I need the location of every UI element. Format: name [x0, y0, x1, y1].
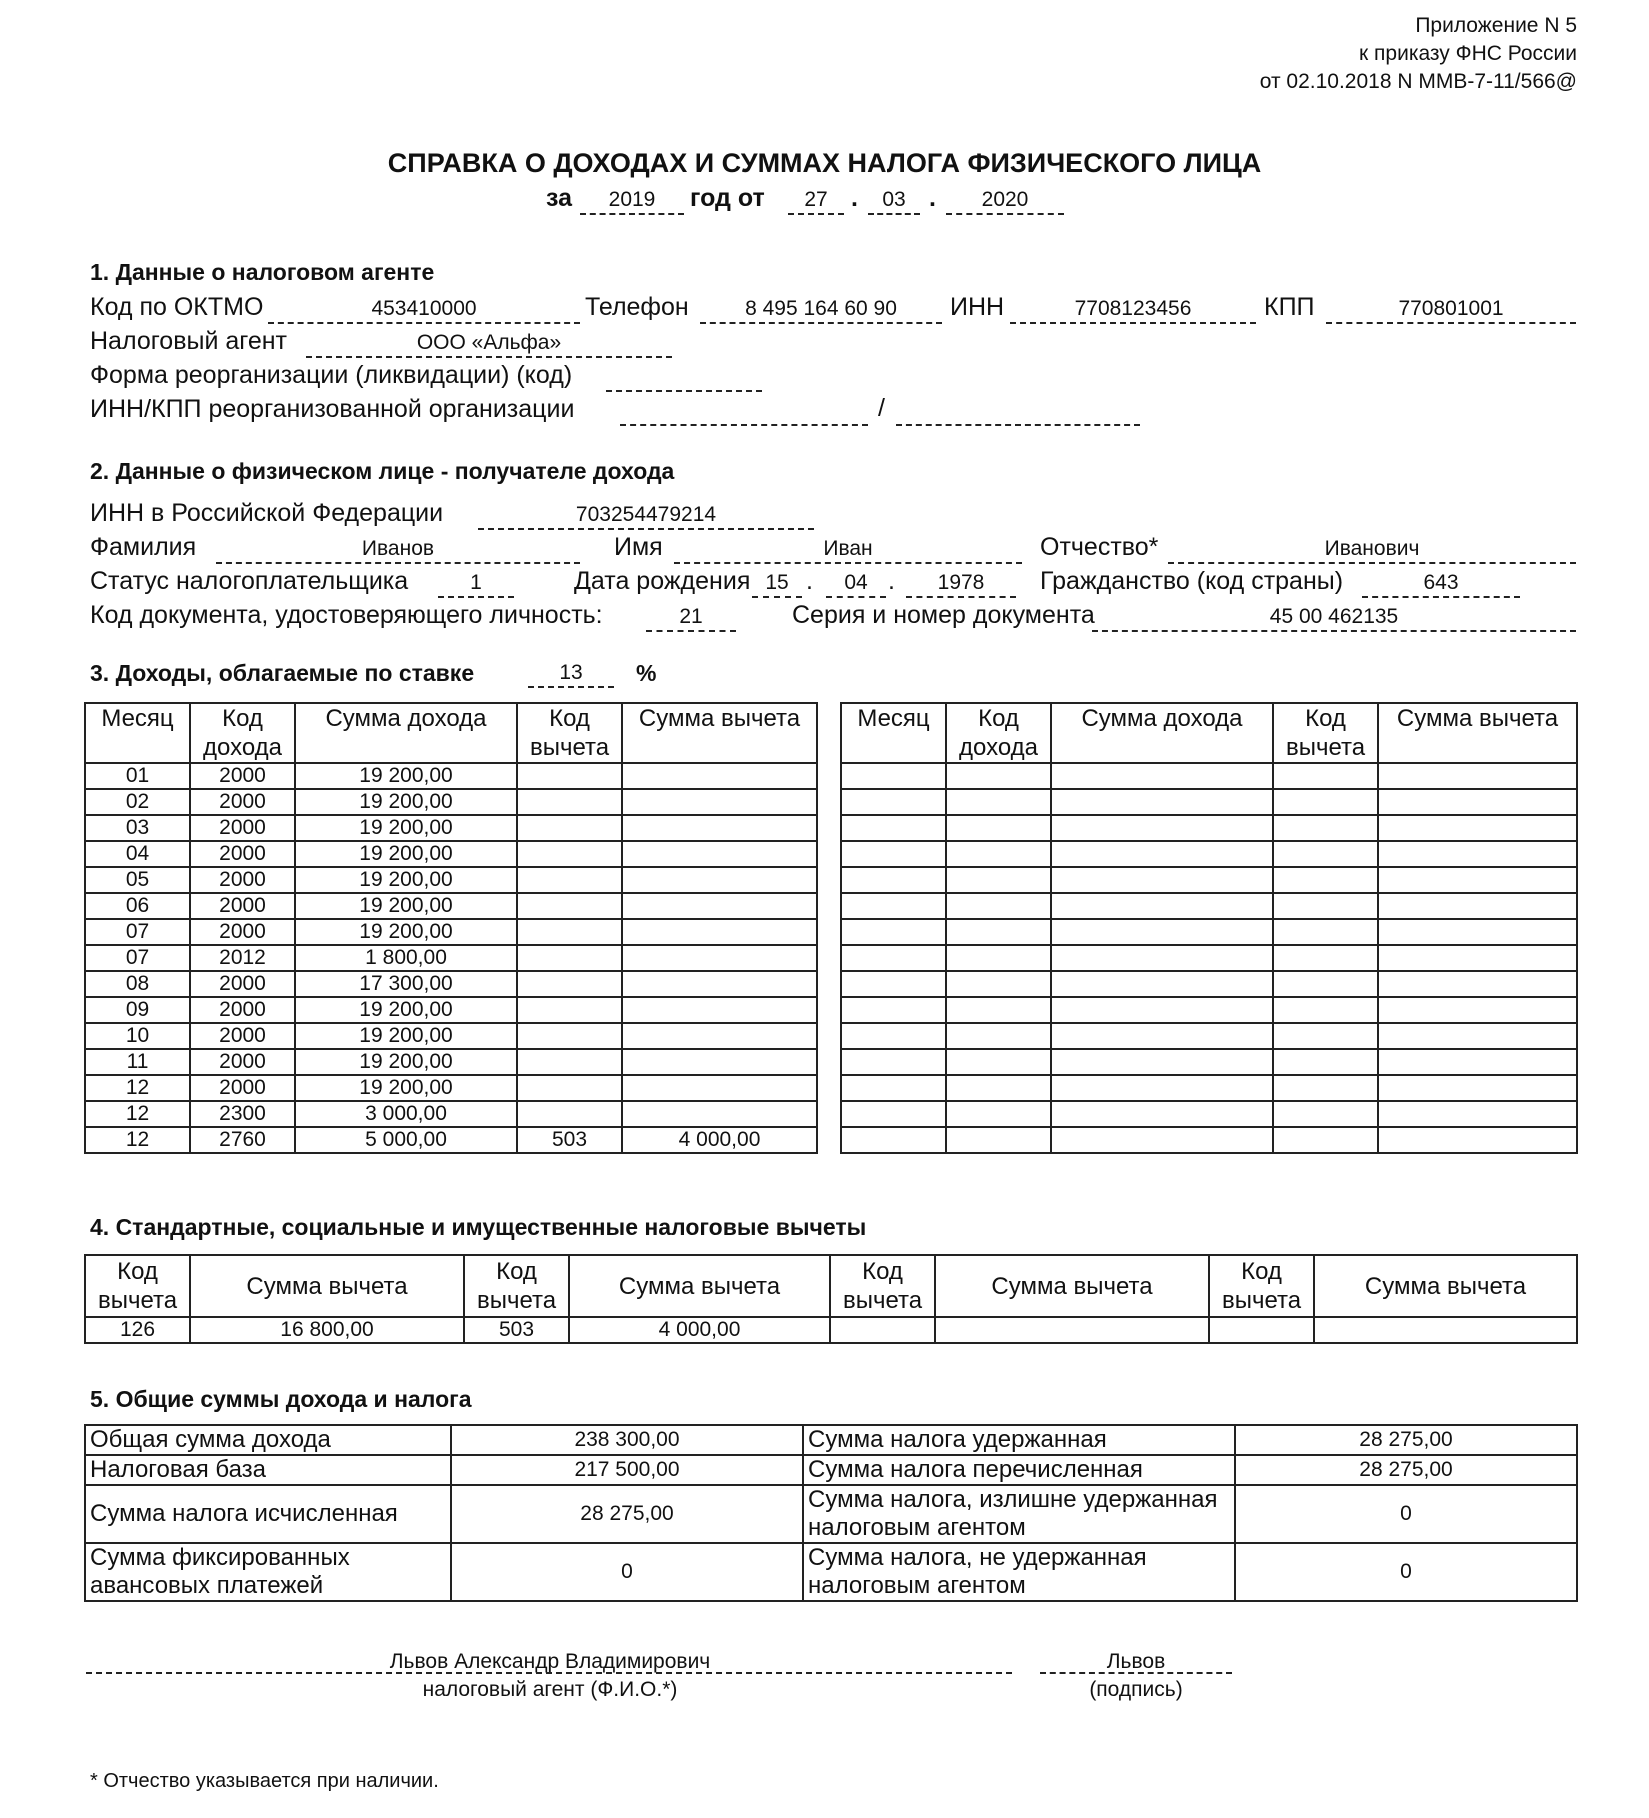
deduction-code-cell — [830, 1317, 935, 1343]
income-income-code-cell — [946, 867, 1051, 893]
totals-left-value: 238 300,00 — [451, 1425, 803, 1455]
deduction-code-cell: 503 — [464, 1317, 569, 1343]
income-income-code-cell — [946, 997, 1051, 1023]
reorg-form-field[interactable] — [606, 364, 762, 392]
birth-month-field[interactable]: 04 — [826, 570, 886, 598]
income-month-cell: 07 — [85, 945, 190, 971]
deduction-code-cell: 126 — [85, 1317, 190, 1343]
income-month-cell: 12 — [85, 1075, 190, 1101]
birth-date-label: Дата рождения — [574, 567, 751, 595]
income-month-cell — [841, 789, 946, 815]
deduction-code-header: Код вычета — [1209, 1255, 1314, 1317]
document-title: СПРАВКА О ДОХОДАХ И СУММАХ НАЛОГА ФИЗИЧЕСКОГО ЛИЦА — [387, 148, 1262, 178]
doc-month-field[interactable]: 03 — [868, 187, 920, 215]
income-deduction-code-cell — [1273, 1101, 1378, 1127]
table-row — [85, 867, 817, 893]
income-deduction-code-cell — [1273, 815, 1378, 841]
income-deduction-code-cell — [1273, 1023, 1378, 1049]
income-income-code-cell: 2000 — [190, 919, 295, 945]
totals-right-label: Сумма налога удержанная — [803, 1425, 1235, 1455]
income-deduction-code-cell — [517, 919, 622, 945]
table-row — [85, 1023, 817, 1049]
income-deduction-sum-cell — [1378, 815, 1577, 841]
deduction-sum-cell: 16 800,00 — [190, 1317, 464, 1343]
period-dot-2: . — [929, 184, 936, 212]
income-income-code-cell: 2000 — [190, 1049, 295, 1075]
income-income-code-cell — [946, 1127, 1051, 1153]
income-income-sum-cell — [1051, 1049, 1273, 1075]
income-deduction-sum-cell — [1378, 919, 1577, 945]
signature-caption: (подпись) — [1089, 1678, 1183, 1701]
income-deduction-sum-cell — [622, 789, 817, 815]
income-income-sum-cell: 19 200,00 — [295, 997, 517, 1023]
income-deduction-sum-cell — [622, 997, 817, 1023]
income-month-cell — [841, 1049, 946, 1075]
report-year-field[interactable]: 2019 — [580, 187, 684, 215]
income-deduction-code-cell — [517, 815, 622, 841]
income-deduction-sum-cell — [622, 867, 817, 893]
table-row — [841, 1049, 1577, 1075]
totals-left-label: Сумма налога исчисленная — [85, 1485, 451, 1543]
income-income-code-cell — [946, 1075, 1051, 1101]
income-income-code-cell: 2300 — [190, 1101, 295, 1127]
person-inn-field[interactable]: 703254479214 — [478, 502, 814, 530]
period-dot-1: . — [851, 184, 858, 212]
income-deduction-code-cell — [1273, 997, 1378, 1023]
agent-inn-label: ИНН — [950, 293, 1005, 321]
footnote: * Отчество указывается при наличии. — [90, 1770, 439, 1792]
income-income-sum-cell: 19 200,00 — [295, 1049, 517, 1075]
income-deduction-sum-cell — [1378, 1075, 1577, 1101]
income-income-sum-cell: 17 300,00 — [295, 971, 517, 997]
table-row — [841, 789, 1577, 815]
income-deduction-code-cell — [1273, 763, 1378, 789]
income-income-sum-cell: 1 800,00 — [295, 945, 517, 971]
table-row — [85, 1127, 817, 1153]
income-deduction-sum-cell — [622, 1101, 817, 1127]
totals-row — [85, 1485, 1577, 1543]
deductions-table — [84, 1254, 1578, 1344]
totals-table — [84, 1424, 1578, 1602]
deductions-header-row — [85, 1255, 1577, 1317]
income-col-month-header: Месяц — [85, 703, 190, 763]
appendix-line-3: от 02.10.2018 N ММВ-7-11/566@ — [1259, 70, 1577, 93]
income-income-code-cell — [946, 919, 1051, 945]
income-income-code-cell — [946, 815, 1051, 841]
income-deduction-code-cell — [517, 1023, 622, 1049]
appendix-header — [1260, 12, 1577, 96]
percent-sign: % — [636, 660, 657, 686]
income-deduction-code-cell — [1273, 971, 1378, 997]
table-row — [841, 945, 1577, 971]
income-income-code-cell: 2000 — [190, 1023, 295, 1049]
table-row — [841, 763, 1577, 789]
income-income-sum-cell — [1051, 815, 1273, 841]
agent-fio-line — [86, 1672, 1012, 1674]
income-income-sum-cell: 5 000,00 — [295, 1127, 517, 1153]
income-deduction-code-cell — [1273, 789, 1378, 815]
income-deduction-code-cell — [1273, 1127, 1378, 1153]
income-income-code-cell — [946, 1101, 1051, 1127]
section2-heading: 2. Данные о физическом лице - получателе дохода — [90, 458, 675, 484]
totals-right-value: 0 — [1235, 1543, 1577, 1601]
income-table-right — [840, 702, 1578, 1154]
tax-agent-field[interactable]: ООО «Альфа» — [306, 330, 672, 358]
income-month-cell — [841, 997, 946, 1023]
table-row — [85, 841, 817, 867]
income-income-code-cell: 2000 — [190, 815, 295, 841]
deduction-sum-cell — [1314, 1317, 1577, 1343]
totals-right-value: 0 — [1235, 1485, 1577, 1543]
birth-year-field[interactable]: 1978 — [906, 570, 1016, 598]
name-label: Имя — [614, 533, 663, 561]
agent-fio-value: Львов Александр Владимирович — [389, 1650, 711, 1673]
income-deduction-sum-cell — [622, 763, 817, 789]
income-month-cell: 11 — [85, 1049, 190, 1075]
income-income-code-cell: 2000 — [190, 997, 295, 1023]
income-header-row-right — [841, 703, 1577, 763]
table-row — [841, 1075, 1577, 1101]
income-income-sum-cell — [1051, 997, 1273, 1023]
phone-field[interactable]: 8 495 164 60 90 — [700, 296, 942, 324]
deduction-sum-cell — [935, 1317, 1209, 1343]
patronymic-label: Отчество* — [1040, 533, 1159, 561]
income-deduction-sum-cell — [1378, 1101, 1577, 1127]
income-income-sum-cell: 19 200,00 — [295, 893, 517, 919]
income-month-cell: 10 — [85, 1023, 190, 1049]
income-income-sum-cell — [1051, 893, 1273, 919]
income-deduction-code-cell — [517, 867, 622, 893]
table-row — [85, 789, 817, 815]
deduction-code-header: Код вычета — [830, 1255, 935, 1317]
income-deduction-sum-cell — [1378, 945, 1577, 971]
table-row — [841, 841, 1577, 867]
doc-year-field[interactable]: 2020 — [946, 187, 1064, 215]
income-income-code-cell — [946, 971, 1051, 997]
income-col-income-sum-header: Сумма дохода — [295, 703, 517, 763]
deduction-code-cell — [1209, 1317, 1314, 1343]
income-deduction-sum-cell — [1378, 1023, 1577, 1049]
income-deduction-sum-cell — [622, 1075, 817, 1101]
table-row — [841, 919, 1577, 945]
income-col-deduction-sum-header: Сумма вычета — [622, 703, 817, 763]
income-deduction-code-cell — [517, 1075, 622, 1101]
income-deduction-sum-cell — [622, 919, 817, 945]
income-deduction-sum-cell — [1378, 971, 1577, 997]
income-income-sum-cell — [1051, 919, 1273, 945]
income-income-sum-cell — [1051, 1075, 1273, 1101]
income-income-sum-cell — [1051, 945, 1273, 971]
table-row — [85, 1101, 817, 1127]
income-month-cell — [841, 815, 946, 841]
signature-line — [1040, 1672, 1232, 1674]
surname-label: Фамилия — [90, 533, 197, 561]
table-row — [85, 815, 817, 841]
status-label: Статус налогоплательщика — [90, 567, 409, 595]
name-field[interactable]: Иван — [674, 536, 1022, 564]
income-income-sum-cell: 19 200,00 — [295, 1023, 517, 1049]
income-col-month-header: Месяц — [841, 703, 946, 763]
income-deduction-code-cell — [517, 997, 622, 1023]
table-row — [85, 997, 817, 1023]
doc-number-label: Серия и номер документа — [792, 601, 1095, 629]
table-row — [841, 997, 1577, 1023]
income-month-cell — [841, 971, 946, 997]
income-income-code-cell: 2012 — [190, 945, 295, 971]
period-god-ot-label: год от — [690, 184, 765, 212]
income-deduction-code-cell — [517, 841, 622, 867]
income-income-sum-cell: 19 200,00 — [295, 815, 517, 841]
income-deduction-code-cell — [517, 763, 622, 789]
table-row — [85, 919, 817, 945]
income-income-sum-cell: 19 200,00 — [295, 919, 517, 945]
income-income-code-cell: 2000 — [190, 789, 295, 815]
income-deduction-sum-cell — [622, 1049, 817, 1075]
income-income-sum-cell — [1051, 763, 1273, 789]
income-month-cell — [841, 763, 946, 789]
income-month-cell — [841, 867, 946, 893]
income-income-sum-cell — [1051, 867, 1273, 893]
totals-left-value: 0 — [451, 1543, 803, 1601]
totals-row — [85, 1455, 1577, 1485]
citizenship-field[interactable]: 643 — [1362, 570, 1520, 598]
income-income-sum-cell: 19 200,00 — [295, 1075, 517, 1101]
income-income-sum-cell — [1051, 971, 1273, 997]
income-month-cell: 04 — [85, 841, 190, 867]
income-deduction-code-cell — [517, 971, 622, 997]
deduction-code-header: Код вычета — [464, 1255, 569, 1317]
income-deduction-code-cell: 503 — [517, 1127, 622, 1153]
income-deduction-code-cell — [1273, 945, 1378, 971]
income-income-sum-cell: 3 000,00 — [295, 1101, 517, 1127]
income-income-code-cell: 2000 — [190, 841, 295, 867]
table-row — [841, 867, 1577, 893]
section3-heading: 3. Доходы, облагаемые по ставке — [90, 660, 475, 686]
oktmo-field[interactable]: 453410000 — [268, 296, 580, 324]
surname-field[interactable]: Иванов — [216, 536, 580, 564]
table-row — [841, 893, 1577, 919]
income-month-cell: 06 — [85, 893, 190, 919]
income-month-cell: 05 — [85, 867, 190, 893]
totals-right-label: Сумма налога, излишне удержанная налоговым агентом — [803, 1485, 1235, 1543]
doc-day-field[interactable]: 27 — [788, 187, 844, 215]
kpp-label: КПП — [1264, 293, 1315, 321]
table-row — [841, 1101, 1577, 1127]
income-income-sum-cell: 19 200,00 — [295, 841, 517, 867]
income-col-deduction-code-header: Код вычета — [1273, 703, 1378, 763]
income-income-sum-cell — [1051, 1023, 1273, 1049]
income-month-cell: 12 — [85, 1101, 190, 1127]
income-month-cell: 01 — [85, 763, 190, 789]
status-field[interactable]: 1 — [438, 570, 514, 598]
reorg-slash: / — [878, 394, 885, 422]
section5-heading: 5. Общие суммы дохода и налога — [90, 1386, 472, 1412]
period-za-label: за — [546, 184, 573, 212]
tax-agent-label: Налоговый агент — [90, 327, 287, 355]
oktmo-label: Код по ОКТМО — [90, 293, 264, 321]
income-month-cell: 07 — [85, 919, 190, 945]
income-deduction-code-cell — [1273, 1049, 1378, 1075]
income-income-code-cell — [946, 1049, 1051, 1075]
table-row — [841, 1023, 1577, 1049]
agent-inn-field[interactable]: 7708123456 — [1010, 296, 1256, 324]
birth-day-field[interactable]: 15 — [752, 570, 802, 598]
income-deduction-sum-cell — [1378, 893, 1577, 919]
income-deduction-sum-cell — [622, 1023, 817, 1049]
income-deduction-sum-cell — [622, 945, 817, 971]
reorg-kpp-field[interactable] — [896, 398, 1140, 426]
doc-number-field[interactable]: 45 00 462135 — [1092, 604, 1576, 632]
totals-left-value: 28 275,00 — [451, 1485, 803, 1543]
income-deduction-code-cell — [1273, 1075, 1378, 1101]
income-deduction-code-cell — [1273, 841, 1378, 867]
appendix-line-2: к приказу ФНС России — [1359, 42, 1577, 65]
deduction-sum-header: Сумма вычета — [569, 1255, 830, 1317]
income-month-cell — [841, 945, 946, 971]
income-deduction-sum-cell — [622, 893, 817, 919]
table-row — [841, 971, 1577, 997]
birth-dot-1: . — [806, 567, 813, 595]
income-deduction-sum-cell: 4 000,00 — [622, 1127, 817, 1153]
income-deduction-code-cell — [517, 789, 622, 815]
income-income-code-cell: 2000 — [190, 867, 295, 893]
doc-code-field[interactable]: 21 — [646, 604, 736, 632]
deductions-row — [85, 1317, 1577, 1343]
deduction-code-header: Код вычета — [85, 1255, 190, 1317]
income-month-cell: 08 — [85, 971, 190, 997]
deduction-sum-cell: 4 000,00 — [569, 1317, 830, 1343]
kpp-field[interactable]: 770801001 — [1326, 296, 1576, 324]
income-income-code-cell: 2000 — [190, 763, 295, 789]
income-month-cell: 03 — [85, 815, 190, 841]
income-month-cell — [841, 1101, 946, 1127]
income-month-cell — [841, 919, 946, 945]
income-col-income-code-header: Код дохода — [190, 703, 295, 763]
doc-code-label: Код документа, удостоверяющего личность: — [90, 601, 603, 629]
income-income-code-cell: 2000 — [190, 971, 295, 997]
income-income-code-cell — [946, 841, 1051, 867]
totals-right-value: 28 275,00 — [1235, 1455, 1577, 1485]
income-header-row — [85, 703, 817, 763]
income-month-cell — [841, 841, 946, 867]
income-deduction-code-cell — [517, 1049, 622, 1075]
income-income-code-cell: 2760 — [190, 1127, 295, 1153]
income-deduction-sum-cell — [1378, 789, 1577, 815]
table-row — [85, 1075, 817, 1101]
income-income-sum-cell — [1051, 841, 1273, 867]
income-deduction-sum-cell — [622, 815, 817, 841]
totals-left-label: Общая сумма дохода — [85, 1425, 451, 1455]
income-deduction-sum-cell — [1378, 1127, 1577, 1153]
totals-row — [85, 1425, 1577, 1455]
totals-row — [85, 1543, 1577, 1601]
income-income-sum-cell: 19 200,00 — [295, 867, 517, 893]
income-deduction-code-cell — [1273, 893, 1378, 919]
deduction-sum-header: Сумма вычета — [190, 1255, 464, 1317]
phone-label: Телефон — [585, 293, 689, 321]
income-income-code-cell — [946, 1023, 1051, 1049]
appendix-line-1: Приложение N 5 — [1415, 14, 1577, 37]
income-deduction-code-cell — [517, 1101, 622, 1127]
income-deduction-sum-cell — [622, 841, 817, 867]
birth-dot-2: . — [888, 567, 895, 595]
reorg-form-label: Форма реорганизации (ликвидации) (код) — [90, 361, 573, 389]
income-month-cell — [841, 893, 946, 919]
totals-left-label: Сумма фиксированных авансовых платежей — [85, 1543, 451, 1601]
income-deduction-sum-cell — [1378, 763, 1577, 789]
income-income-code-cell — [946, 893, 1051, 919]
income-month-cell: 02 — [85, 789, 190, 815]
totals-right-label: Сумма налога, не удержанная налоговым агентом — [803, 1543, 1235, 1601]
table-row — [85, 945, 817, 971]
patronymic-field[interactable]: Иванович — [1168, 536, 1576, 564]
section4-heading: 4. Стандартные, социальные и имущественные налоговые вычеты — [90, 1214, 867, 1240]
table-row — [85, 1049, 817, 1075]
signature-value: Львов — [1106, 1650, 1166, 1673]
income-deduction-sum-cell — [1378, 841, 1577, 867]
income-income-code-cell — [946, 945, 1051, 971]
table-row — [85, 971, 817, 997]
income-col-income-sum-header: Сумма дохода — [1051, 703, 1273, 763]
agent-fio-caption: налоговый агент (Ф.И.О.*) — [422, 1678, 678, 1701]
income-col-deduction-sum-header: Сумма вычета — [1378, 703, 1577, 763]
income-income-sum-cell: 19 200,00 — [295, 763, 517, 789]
income-deduction-code-cell — [517, 893, 622, 919]
income-income-sum-cell — [1051, 789, 1273, 815]
income-deduction-sum-cell — [622, 971, 817, 997]
income-deduction-sum-cell — [1378, 1049, 1577, 1075]
reorg-inn-field[interactable] — [620, 398, 868, 426]
totals-left-label: Налоговая база — [85, 1455, 451, 1485]
income-deduction-code-cell — [1273, 919, 1378, 945]
income-income-code-cell — [946, 789, 1051, 815]
table-row — [841, 815, 1577, 841]
income-deduction-code-cell — [1273, 867, 1378, 893]
reorg-innkpp-label: ИНН/КПП реорганизованной организации — [90, 395, 575, 423]
income-income-code-cell — [946, 763, 1051, 789]
totals-right-value: 28 275,00 — [1235, 1425, 1577, 1455]
income-income-code-cell: 2000 — [190, 1075, 295, 1101]
income-deduction-code-cell — [517, 945, 622, 971]
totals-right-label: Сумма налога перечисленная — [803, 1455, 1235, 1485]
income-month-cell — [841, 1075, 946, 1101]
income-income-sum-cell — [1051, 1127, 1273, 1153]
table-row — [85, 893, 817, 919]
income-income-sum-cell: 19 200,00 — [295, 789, 517, 815]
income-deduction-sum-cell — [1378, 997, 1577, 1023]
income-month-cell — [841, 1023, 946, 1049]
totals-left-value: 217 500,00 — [451, 1455, 803, 1485]
income-table-left — [84, 702, 818, 1154]
income-income-code-cell: 2000 — [190, 893, 295, 919]
income-col-income-code-header: Код дохода — [946, 703, 1051, 763]
table-row — [841, 1127, 1577, 1153]
income-col-deduction-code-header: Код вычета — [517, 703, 622, 763]
income-month-cell: 09 — [85, 997, 190, 1023]
income-month-cell — [841, 1127, 946, 1153]
section1-heading: 1. Данные о налоговом агенте — [90, 259, 435, 285]
income-income-sum-cell — [1051, 1101, 1273, 1127]
income-deduction-sum-cell — [1378, 867, 1577, 893]
person-inn-label: ИНН в Российской Федерации — [90, 499, 444, 527]
deduction-sum-header: Сумма вычета — [1314, 1255, 1577, 1317]
income-month-cell: 12 — [85, 1127, 190, 1153]
tax-rate-field[interactable]: 13 — [528, 660, 614, 688]
citizenship-label: Гражданство (код страны) — [1040, 567, 1344, 595]
table-row — [85, 763, 817, 789]
deduction-sum-header: Сумма вычета — [935, 1255, 1209, 1317]
